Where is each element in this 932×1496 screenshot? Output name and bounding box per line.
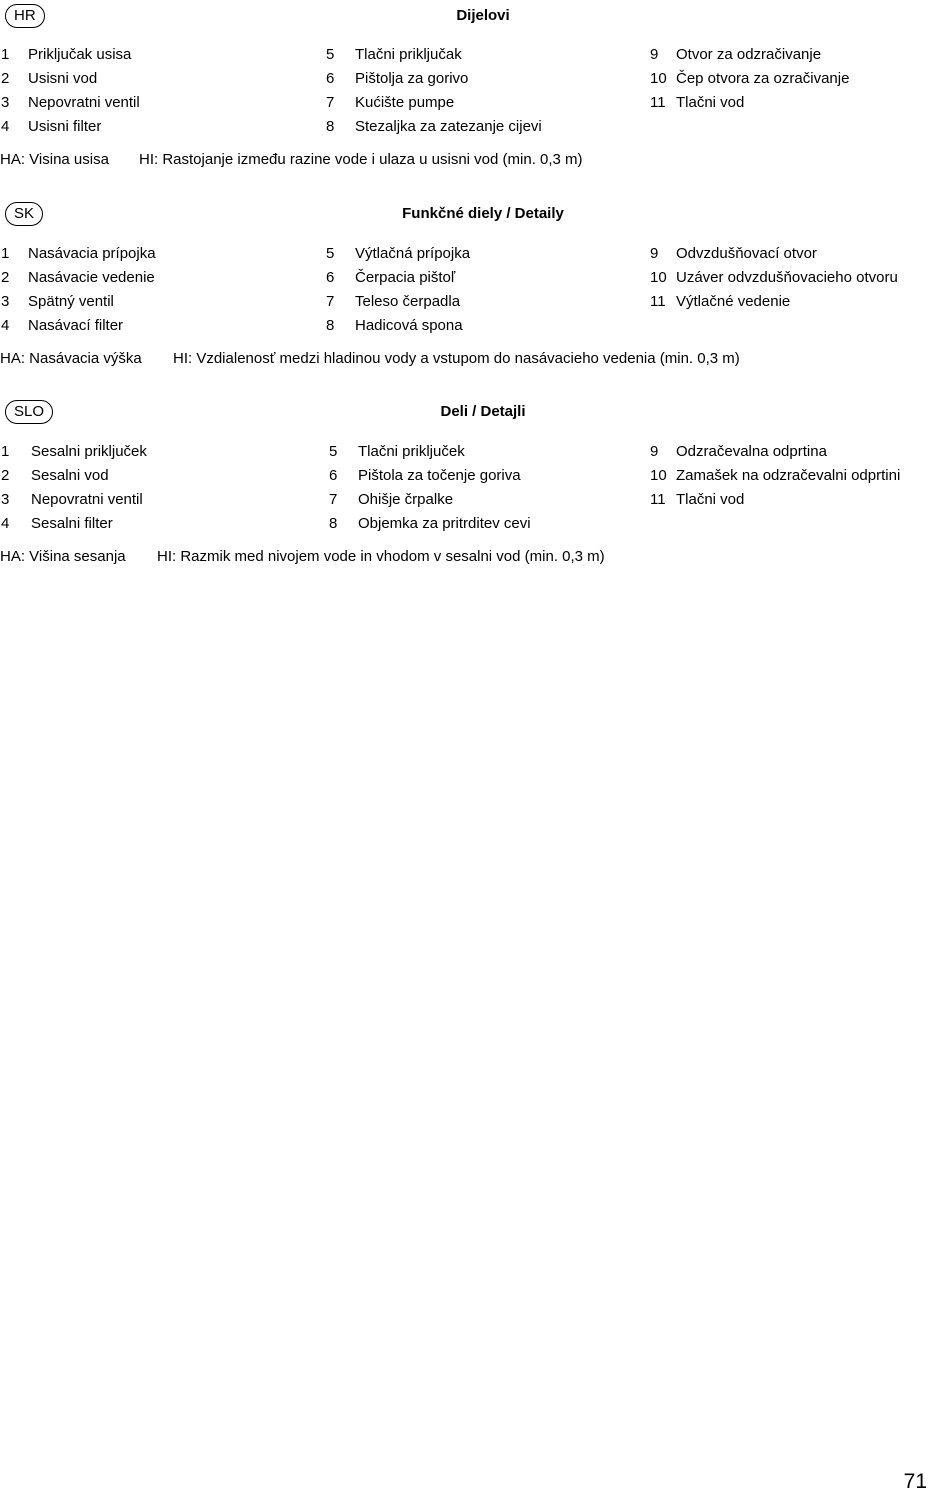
item-label: Nepovratni ventil: [31, 491, 143, 508]
item-number: 11: [650, 491, 666, 508]
item-label: Výtlačné vedenie: [676, 293, 791, 310]
item-label: Čep otvora za ozračivanje: [676, 70, 850, 87]
item-number: 1: [1, 443, 10, 460]
item-label: Otvor za odzračivanje: [676, 46, 822, 63]
item-number: 9: [650, 245, 659, 262]
item-label: Hadicová spona: [355, 317, 463, 334]
item-label: Kućište pumpe: [355, 94, 455, 111]
item-number: 7: [326, 94, 335, 111]
item-number: 4: [1, 317, 10, 334]
item-label: Tlačni priključak: [355, 46, 462, 63]
item-number: 5: [326, 46, 335, 63]
note-line: [0, 546, 605, 568]
item-label: Výtlačná prípojka: [355, 245, 471, 262]
item-number: 8: [326, 317, 335, 334]
item-label: Usisni filter: [28, 118, 102, 135]
language-badge: SLO: [5, 400, 53, 424]
item-label: Stezaljka za zatezanje cijevi: [355, 118, 542, 135]
item-label: Spätný ventil: [28, 293, 114, 310]
item-number: 10: [650, 70, 667, 87]
item-number: 1: [1, 46, 10, 63]
item-label: Tlačni vod: [676, 491, 745, 508]
item-number: 7: [326, 293, 335, 310]
item-number: 6: [326, 269, 335, 286]
item-number: 11: [650, 94, 666, 111]
section-sk: [0, 202, 932, 372]
item-number: 10: [650, 467, 667, 484]
item-label: Čerpacia pištoľ: [355, 269, 456, 286]
note-ha: HA: Višina sesanja: [0, 548, 126, 565]
item-label: Zamašek na odzračevalni odprtini: [676, 467, 901, 484]
item-label: Sesalni priključek: [31, 443, 147, 460]
item-label: Sesalni vod: [31, 467, 109, 484]
item-number: 6: [329, 467, 338, 484]
item-number: 2: [1, 269, 10, 286]
item-label: Nepovratni ventil: [28, 94, 140, 111]
section-title: Dijelovi: [456, 7, 510, 24]
page-number: 71: [903, 1470, 927, 1493]
note-hi: HI: Rastojanje između razine vode i ulaza u usisni vod (min. 0,3 m): [139, 151, 583, 168]
item-number: 6: [326, 70, 335, 87]
item-label: Usisni vod: [28, 70, 98, 87]
item-number: 11: [650, 293, 666, 310]
item-number: 3: [1, 293, 10, 310]
note-ha: HA: Visina usisa: [0, 151, 109, 168]
item-number: 5: [329, 443, 338, 460]
note-line: [0, 348, 740, 370]
item-number: 8: [326, 118, 335, 135]
language-badge: HR: [5, 4, 45, 28]
item-label: Odzračevalna odprtina: [676, 443, 827, 460]
item-label: Tlačni vod: [676, 94, 745, 111]
item-label: Objemka za pritrditev cevi: [358, 515, 531, 532]
item-number: 5: [326, 245, 335, 262]
item-label: Sesalni filter: [31, 515, 113, 532]
note-hi: HI: Razmik med nivojem vode in vhodom v sesalni vod (min. 0,3 m): [157, 548, 605, 565]
note-hi: HI: Vzdialenosť medzi hladinou vody a vstupom do nasávacieho vedenia (min. 0,3 m): [173, 350, 740, 367]
item-label: Teleso čerpadla: [355, 293, 461, 310]
item-label: Priključak usisa: [28, 46, 132, 63]
item-label: Odvzdušňovací otvor: [676, 245, 817, 262]
item-number: 10: [650, 269, 667, 286]
item-label: Pištolja za gorivo: [355, 70, 469, 87]
note-ha: HA: Nasávacia výška: [0, 350, 142, 367]
item-number: 7: [329, 491, 338, 508]
section-title: Funkčné diely / Detaily: [402, 205, 564, 222]
item-label: Pištola za točenje goriva: [358, 467, 521, 484]
item-label: Ohišje črpalke: [358, 491, 454, 508]
item-number: 2: [1, 70, 10, 87]
section-slo: [0, 400, 932, 570]
item-number: 4: [1, 515, 10, 532]
item-number: 9: [650, 443, 659, 460]
item-number: 8: [329, 515, 338, 532]
item-number: 2: [1, 467, 10, 484]
item-label: Nasávací filter: [28, 317, 124, 334]
item-number: 9: [650, 46, 659, 63]
item-label: Tlačni priključek: [358, 443, 465, 460]
item-label: Nasávacia prípojka: [28, 245, 156, 262]
item-number: 3: [1, 94, 10, 111]
item-number: 4: [1, 118, 10, 135]
section-hr: [0, 4, 932, 174]
item-label: Nasávacie vedenie: [28, 269, 155, 286]
item-number: 3: [1, 491, 10, 508]
section-title: Deli / Detajli: [440, 403, 526, 420]
language-badge: SK: [5, 202, 43, 226]
item-label: Uzáver odvzdušňovacieho otvoru: [676, 269, 898, 286]
item-number: 1: [1, 245, 10, 262]
note-line: [0, 149, 583, 171]
